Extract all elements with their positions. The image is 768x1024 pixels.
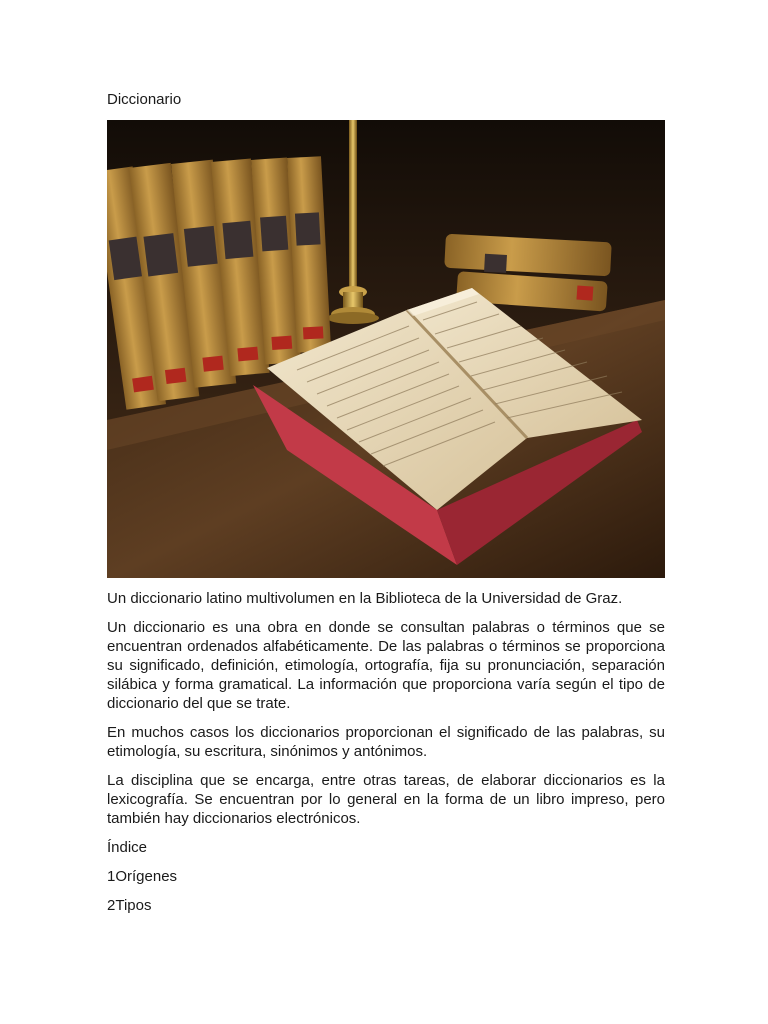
document-page [107, 90, 665, 915]
index-item-origenes[interactable]: 1Orígenes [107, 868, 178, 885]
paragraph-content: En muchos casos los diccionarios proporcionan el significado de las palabras, su etimología, su escritura, sinónimos y antónimos. [107, 724, 665, 760]
paragraph-lexicography: La disciplina que se encarga, entre otras tareas, de elaborar diccionarios es la lexicografía. Se encuentran por lo general en la forma de un libro impreso, pero también hay diccionarios electrónicos. [107, 772, 665, 827]
paragraph-definition: Un diccionario es una obra en donde se consultan palabras o términos que se encuentran ordenados alfabéticamente. De las palabras o términos se proporciona su significado, definición, etimología, ortografía, fija su pronunciación, separación silábica y forma gramatical. La información que proporciona varía según el tipo de diccionario del que se trate. [107, 619, 665, 712]
index-heading: Índice [107, 839, 148, 856]
index-item-tipos[interactable]: 2Tipos [107, 897, 152, 914]
image-caption: Un diccionario latino multivolumen en la Biblioteca de la Universidad de Graz. [107, 590, 623, 607]
dictionary-photo [107, 120, 665, 578]
document-title: Diccionario [107, 91, 182, 108]
